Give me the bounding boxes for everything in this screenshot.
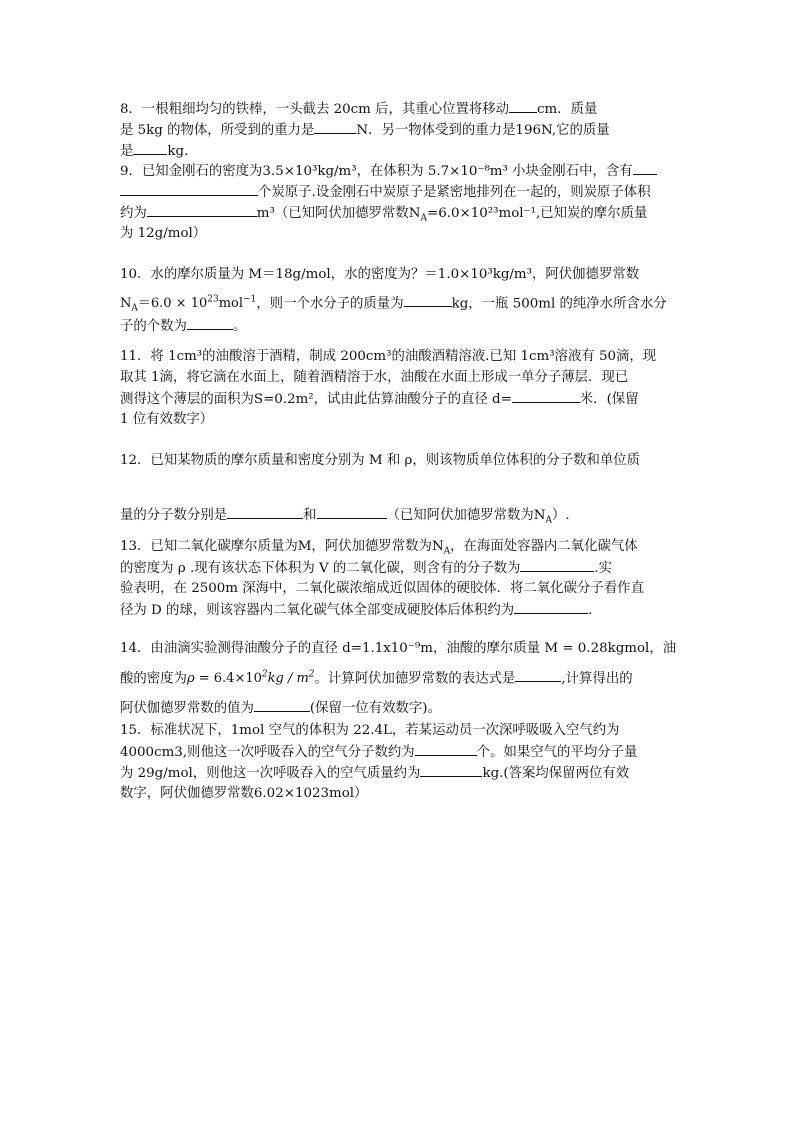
q9-text: 个炭原子.设金刚石中炭原子是紧密地排列在一起的，则炭原子体积 xyxy=(258,185,651,200)
q10-formula-part: 23 xyxy=(207,295,219,305)
q12-subscript: A xyxy=(545,515,553,526)
q13-text: .实 xyxy=(594,561,613,576)
question-12 xyxy=(120,450,680,471)
q9-text: 为 12g/mol） xyxy=(120,226,207,241)
q11-text: 11．将 1cm³的油酸溶于酒精，制成 200cm³的油酸酒精溶液.已知 1cm³溶液有 50滴，现 xyxy=(120,349,657,364)
q11-text: 米．(保留 xyxy=(579,392,639,407)
q13-text: ． xyxy=(588,603,602,618)
q12-answer-blank-2[interactable] xyxy=(317,504,387,519)
q12-text: ）. xyxy=(552,508,570,523)
q10-answer-blank-1[interactable] xyxy=(404,292,452,307)
question-13 xyxy=(120,536,680,620)
q14-formula-part: ρ xyxy=(186,671,195,687)
q9-text: 约为 xyxy=(120,206,147,221)
q13-text: 13．已知二氧化碳摩尔质量为M，阿伏加德罗常数为N xyxy=(120,539,444,554)
q15-text: 个。如果空气的平均分子量 xyxy=(476,745,638,760)
q10-formula-part: A xyxy=(131,303,138,314)
q9-answer-blank-1a[interactable] xyxy=(633,160,657,175)
q14-answer-blank-2[interactable] xyxy=(254,697,310,712)
q8-answer-blank-3[interactable] xyxy=(133,140,167,155)
q11-text: 1 位有效数字） xyxy=(120,412,214,427)
q15-text: 为 29g/mol，则他这一次呼吸吞入的空气质量约为 xyxy=(120,766,421,781)
q15-text: 4000cm3,则他这一次呼吸吞入的空气分子数约为 xyxy=(120,745,415,760)
q14-formula-part: 2 xyxy=(261,670,268,680)
q8-text: 是 5kg 的物体，所受到的重力是 xyxy=(120,123,315,138)
question-12-continued xyxy=(120,504,680,525)
q9-answer-blank-2[interactable] xyxy=(147,202,257,217)
q13-answer-blank-2[interactable] xyxy=(514,599,588,614)
q14-text: 阿伏伽德罗常数的值为 xyxy=(120,701,254,716)
q14-answer-blank-1[interactable] xyxy=(515,667,561,682)
q10-formula-part: mol xyxy=(218,296,244,312)
q13-text: 的密度为 ρ .现有该状态下体积为 V 的二氧化碳，则含有的分子数为 xyxy=(120,561,521,576)
q13-subscript: A xyxy=(443,546,451,557)
q14-formula-density xyxy=(187,671,315,686)
q12-answer-blank-1[interactable] xyxy=(227,504,303,519)
q13-text: ，在海面处容器内二氧化碳气体 xyxy=(450,539,638,554)
q8-text: cm．质量 xyxy=(537,102,598,117)
q10-formula-part: −1 xyxy=(243,295,257,305)
q15-answer-blank-2[interactable] xyxy=(420,762,482,777)
q14-text: 。计算阿伏加德罗常数的表达式是 xyxy=(314,671,516,687)
q13-text: 径为 D 的球，则该容器内二氧化碳气体全部变成硬胶体后体积约为 xyxy=(120,603,515,618)
q10-formula-part: ＝6.0 × 10 xyxy=(137,296,208,312)
q12-text: 和 xyxy=(303,508,317,523)
q12-text: 量的分子数分别是 xyxy=(120,508,228,523)
q15-text: 数字，阿伏伽德罗常数6.02×1023mol） xyxy=(120,786,368,801)
q8-answer-blank-1[interactable] xyxy=(509,98,537,113)
q9-answer-blank-1b[interactable] xyxy=(120,181,258,196)
q14-text: 14．由油滴实验测得油酸分子的直径 d=1.1x10⁻⁹m，油酸的摩尔质量 M = 0.28kgmol，油 xyxy=(120,641,677,656)
q12-text: 12．已知某物质的摩尔质量和密度分别为 M 和 ρ，则该物质单位体积的分子数和单位质 xyxy=(120,453,641,468)
question-14 xyxy=(120,638,680,718)
q10-formula-part: N xyxy=(120,296,132,312)
q10-text: ，则一个水分子的质量为 xyxy=(256,296,404,312)
q9-text: 9．已知金刚石的密度为3.5×10³kg/m³，在体积为 5.7×10⁻⁸m³ 小块金刚石中，含有 xyxy=(120,164,633,179)
q10-text: 子的个数为 xyxy=(120,319,187,334)
q10-answer-blank-2[interactable] xyxy=(187,315,233,330)
q13-text: 验表明，在 2500m 深海中，二氧化碳浓缩成近似固体的硬胶体．将二氧化碳分子看作直 xyxy=(120,581,644,596)
question-15 xyxy=(120,720,680,804)
q10-formula-avogadro xyxy=(120,295,257,314)
q12-text: （已知阿伏加德罗常数为N xyxy=(386,508,546,523)
question-8 xyxy=(120,98,680,161)
q10-text: 。 xyxy=(232,319,247,334)
q8-answer-blank-2[interactable] xyxy=(314,119,356,134)
q10-text: kg，一瓶 500ml 的纯净水所含水分 xyxy=(451,296,667,312)
q13-answer-blank-1[interactable] xyxy=(520,557,594,572)
q11-text: 测得这个薄层的面积为S=0.2m²，试由此估算油酸分子的直径 d= xyxy=(120,392,512,407)
q8-text: 是 xyxy=(120,144,134,159)
q11-answer-blank[interactable] xyxy=(512,388,580,403)
question-10 xyxy=(120,264,680,336)
q8-text: 8．一根粗细均匀的铁棒，一头截去 20cm 后，其重心位置将移动 xyxy=(120,102,510,117)
q14-text: ,计算得出的 xyxy=(561,671,633,687)
q15-answer-blank-1[interactable] xyxy=(415,741,477,756)
q9-subscript: A xyxy=(420,213,427,224)
q14-formula-part: = 6.4×10 xyxy=(194,671,262,687)
q10-text: 10．水的摩尔质量为 M＝18g/mol，水的密度为？＝1.0×10³kg/m³，阿伏伽德罗常数 xyxy=(120,267,640,282)
question-9 xyxy=(120,160,680,244)
q14-formula-part: kg / m xyxy=(267,671,309,687)
q14-text: 酸的密度为 xyxy=(120,671,187,687)
q8-text: N．另一物体受到的重力是196N,它的质量 xyxy=(356,123,610,138)
q11-text: 取其 1滴，将它滴在水面上，随着酒精溶于水，油酸在水面上形成一单分子薄层．现已 xyxy=(120,370,629,385)
question-11 xyxy=(120,346,680,430)
q8-text: kg. xyxy=(167,144,189,159)
q14-text: (保留一位有效数字)。 xyxy=(309,701,441,716)
q9-text: =6.0×10²³mol⁻¹,已知炭的摩尔质量 xyxy=(426,206,648,221)
q15-text: 15．标准状况下，1mol 空气的体积为 22.4L，若某运动员一次深呼吸吸入空气约为 xyxy=(120,723,620,738)
q15-text: kg.(答案均保留两位有效 xyxy=(482,766,630,781)
q14-formula-part: 2 xyxy=(308,670,315,680)
q9-text: m³（已知阿伏加德罗常数N xyxy=(256,206,421,221)
